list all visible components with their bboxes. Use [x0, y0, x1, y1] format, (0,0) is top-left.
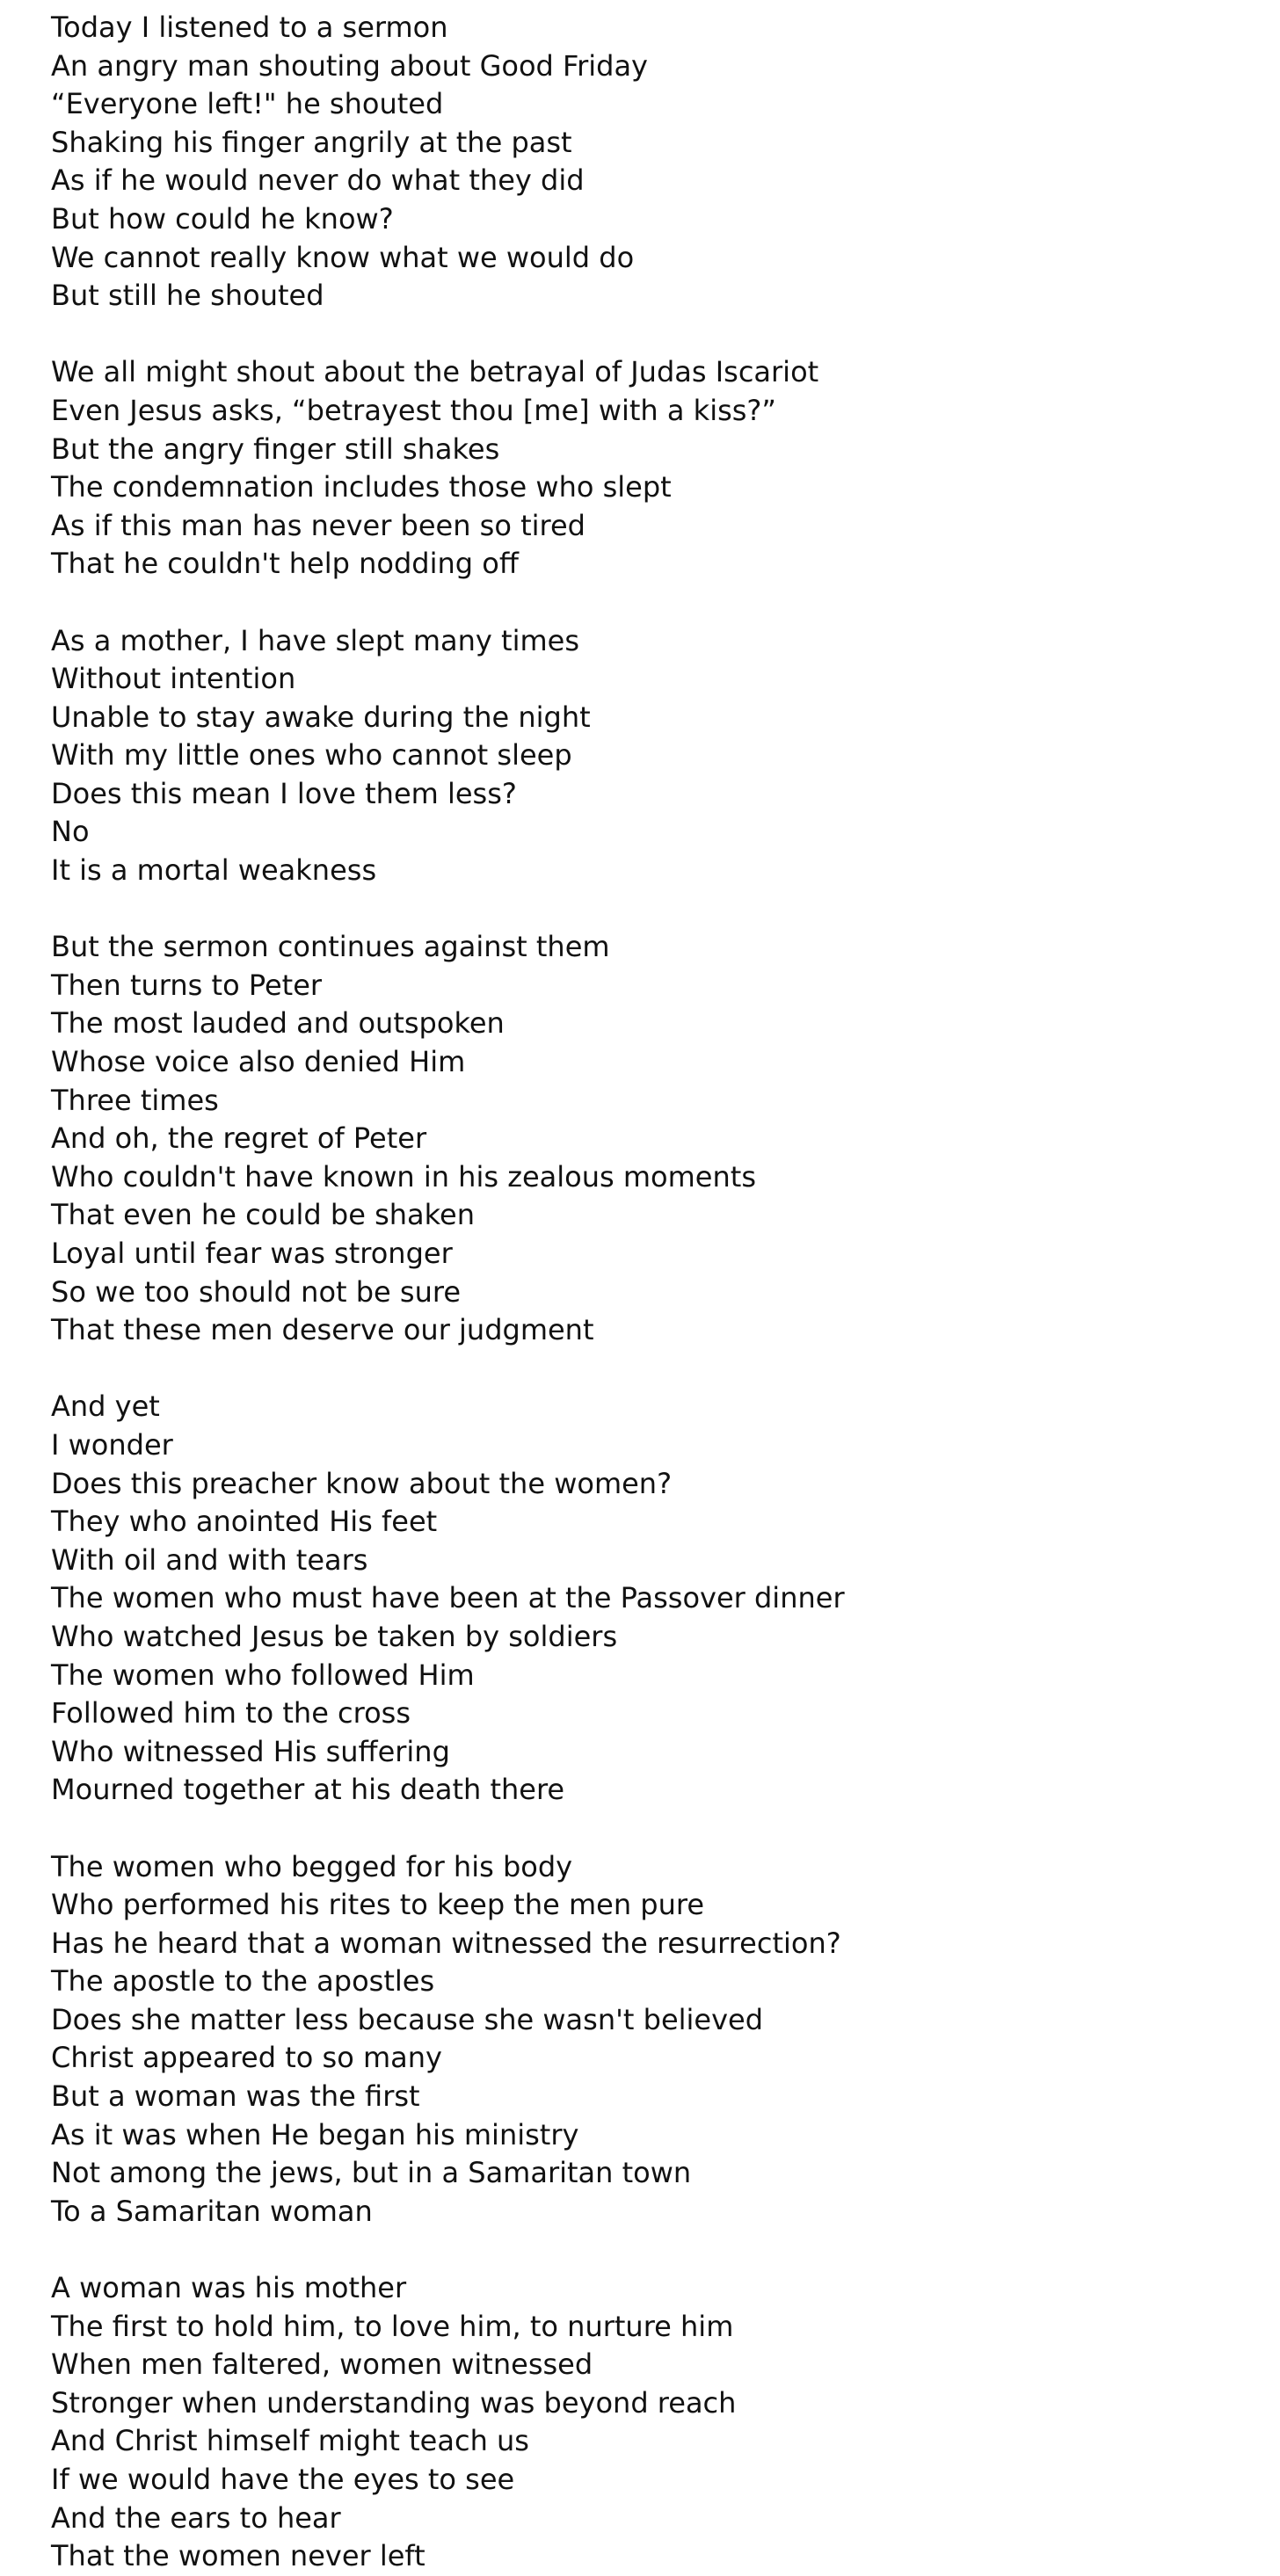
poem-line: As a mother, I have slept many times [51, 623, 579, 657]
poem-line: The most lauded and outspoken [51, 1006, 505, 1041]
poem-line: The first to hold him, to love him, to nurture him [51, 2309, 734, 2343]
stanza [51, 928, 1264, 1350]
stanza [51, 622, 1264, 890]
poem-line: It is a mortal weakness [51, 853, 377, 888]
poem-line: Who performed his rites to keep the men pure [51, 1888, 705, 1922]
poem-line: The apostle to the apostles [51, 1964, 435, 1999]
poem-line: But the sermon continues against them [51, 930, 610, 964]
poem-line: So we too should not be sure [51, 1274, 461, 1309]
poem-line: As if he would never do what they did [51, 163, 585, 198]
poem-line: They who anointed His feet [51, 1505, 438, 1539]
poem-line: Christ appeared to so many [51, 2041, 442, 2075]
poem-line: Unable to stay awake during the night [51, 700, 591, 734]
poem-line: If we would have the eyes to see [51, 2463, 515, 2496]
poem-line: An angry man shouting about Good Friday [51, 48, 648, 83]
stanza [51, 353, 1264, 584]
poem-line: That these men deserve our judgment [51, 1313, 594, 1347]
poem-line: With oil and with tears [51, 1542, 368, 1577]
poem-line: The women who followed Him [51, 1658, 475, 1692]
stanza [51, 9, 1264, 316]
poem-line: Does she matter less because she wasn't believed [51, 2002, 764, 2036]
poem-line: But the angry finger still shakes [51, 432, 500, 466]
poem-line: With my little ones who cannot sleep [51, 738, 572, 773]
poem-line: Three times [51, 1083, 219, 1117]
poem-line: To a Samaritan woman [51, 2194, 373, 2228]
poem-line: As it was when He began his ministry [51, 2117, 579, 2152]
poem-line: Without intention [51, 662, 296, 696]
poem-line: But a woman was the first [51, 2079, 420, 2114]
poem-line: But still he shouted [51, 279, 324, 313]
poem-line: Who couldn't have known in his zealous moments [51, 1159, 756, 1194]
poem-line: And yet [51, 1390, 160, 1424]
poem-line: But how could he know? [51, 201, 394, 236]
stanza [51, 2269, 1264, 2576]
poem-line: Does this mean I love them less? [51, 776, 517, 810]
poem-line: The condemnation includes those who slept [51, 470, 672, 504]
poem-line: Does this preacher know about the women? [51, 1466, 673, 1500]
stanza [51, 1388, 1264, 1810]
poem-line: Even Jesus asks, “betrayest thou [me] with a kiss?” [51, 393, 776, 427]
poem-line: Shaking his finger angrily at the past [51, 125, 572, 159]
poem-line: And Christ himself might teach us [51, 2424, 529, 2458]
poem-line: Whose voice also denied Him [51, 1045, 466, 1079]
poem-text [51, 9, 1264, 2576]
poem-line: We all might shout about the betrayal of Judas Iscariot [51, 355, 819, 389]
poem-line: Mourned together at his death there [51, 1773, 565, 1807]
poem-line: When men faltered, women witnessed [51, 2347, 593, 2382]
poem-line: The women who begged for his body [51, 1849, 573, 1883]
poem-line: Not among the jews, but in a Samaritan town [51, 2156, 692, 2190]
stanza [51, 1848, 1264, 2231]
poem-line: That even he could be shaken [51, 1198, 475, 1232]
poem-line: Today I listened to a sermon [51, 11, 448, 44]
poem-line: Who witnessed His suffering [51, 1734, 450, 1768]
poem-line: No [51, 815, 90, 849]
poem-line: Stronger when understanding was beyond reach [51, 2385, 737, 2420]
poem-line: And the ears to hear [51, 2500, 341, 2535]
poem-line: Loyal until fear was stronger [51, 1237, 453, 1270]
poem-line: Then turns to Peter [51, 968, 323, 1002]
poem-line: A woman was his mother [51, 2271, 407, 2305]
poem-line: That the women never left [51, 2539, 425, 2573]
poem-line: Has he heard that a woman witnessed the resurrection? [51, 1926, 841, 1960]
poem-line: Followed him to the cross [51, 1696, 411, 1731]
poem-line: As if this man has never been so tired [51, 508, 585, 542]
poem-line: I wonder [51, 1427, 173, 1462]
poem-line: We cannot really know what we would do [51, 240, 635, 274]
poem-line: Who watched Jesus be taken by soldiers [51, 1619, 618, 1653]
poem-line: And oh, the regret of Peter [51, 1121, 427, 1156]
poem-line: “Everyone left!" he shouted [51, 87, 444, 121]
poem-line: The women who must have been at the Passover dinner [51, 1581, 845, 1615]
poem-line: That he couldn't help nodding off [51, 547, 519, 581]
